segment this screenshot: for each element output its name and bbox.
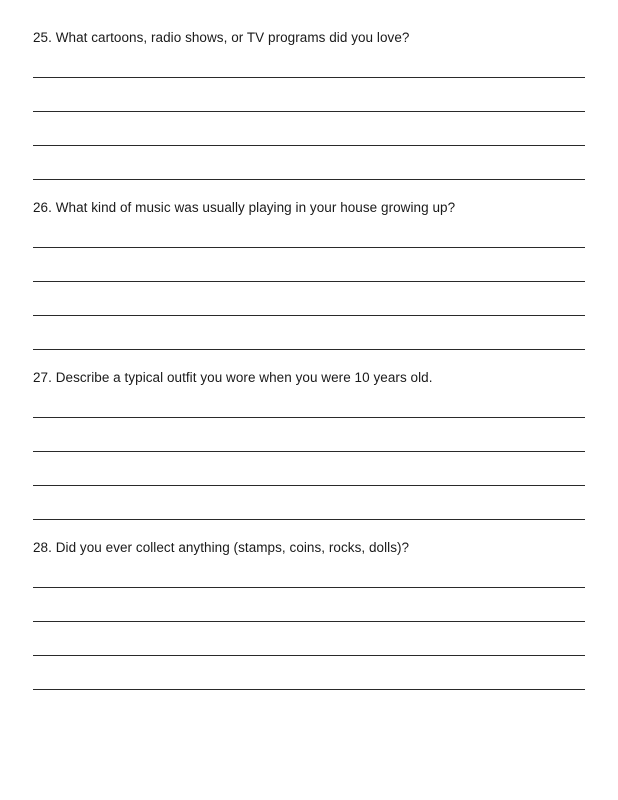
answer-line-26-3[interactable] <box>33 315 585 316</box>
answer-line-26-1[interactable] <box>33 247 585 248</box>
question-28-text: 28. Did you ever collect anything (stamps, coins, rocks, dolls)? <box>33 540 410 555</box>
question-25-text: 25. What cartoons, radio shows, or TV programs did you love? <box>33 30 410 45</box>
answer-line-25-2[interactable] <box>33 111 585 112</box>
answer-line-26-4[interactable] <box>33 349 585 350</box>
answer-line-25-4[interactable] <box>33 179 585 180</box>
question-26-text: 26. What kind of music was usually playing in your house growing up? <box>33 200 456 215</box>
answer-line-25-1[interactable] <box>33 77 585 78</box>
question-28 <box>33 540 585 556</box>
answer-line-26-2[interactable] <box>33 281 585 282</box>
answer-line-28-4[interactable] <box>33 689 585 690</box>
answer-line-27-1[interactable] <box>33 417 585 418</box>
answer-line-27-2[interactable] <box>33 451 585 452</box>
question-27 <box>33 370 585 386</box>
answer-line-25-3[interactable] <box>33 145 585 146</box>
answer-line-27-4[interactable] <box>33 519 585 520</box>
question-26 <box>33 200 585 216</box>
answer-line-27-3[interactable] <box>33 485 585 486</box>
question-25 <box>33 30 585 46</box>
answer-line-28-2[interactable] <box>33 621 585 622</box>
answer-line-28-3[interactable] <box>33 655 585 656</box>
answer-line-28-1[interactable] <box>33 587 585 588</box>
question-27-text: 27. Describe a typical outfit you wore when you were 10 years old. <box>33 370 433 385</box>
